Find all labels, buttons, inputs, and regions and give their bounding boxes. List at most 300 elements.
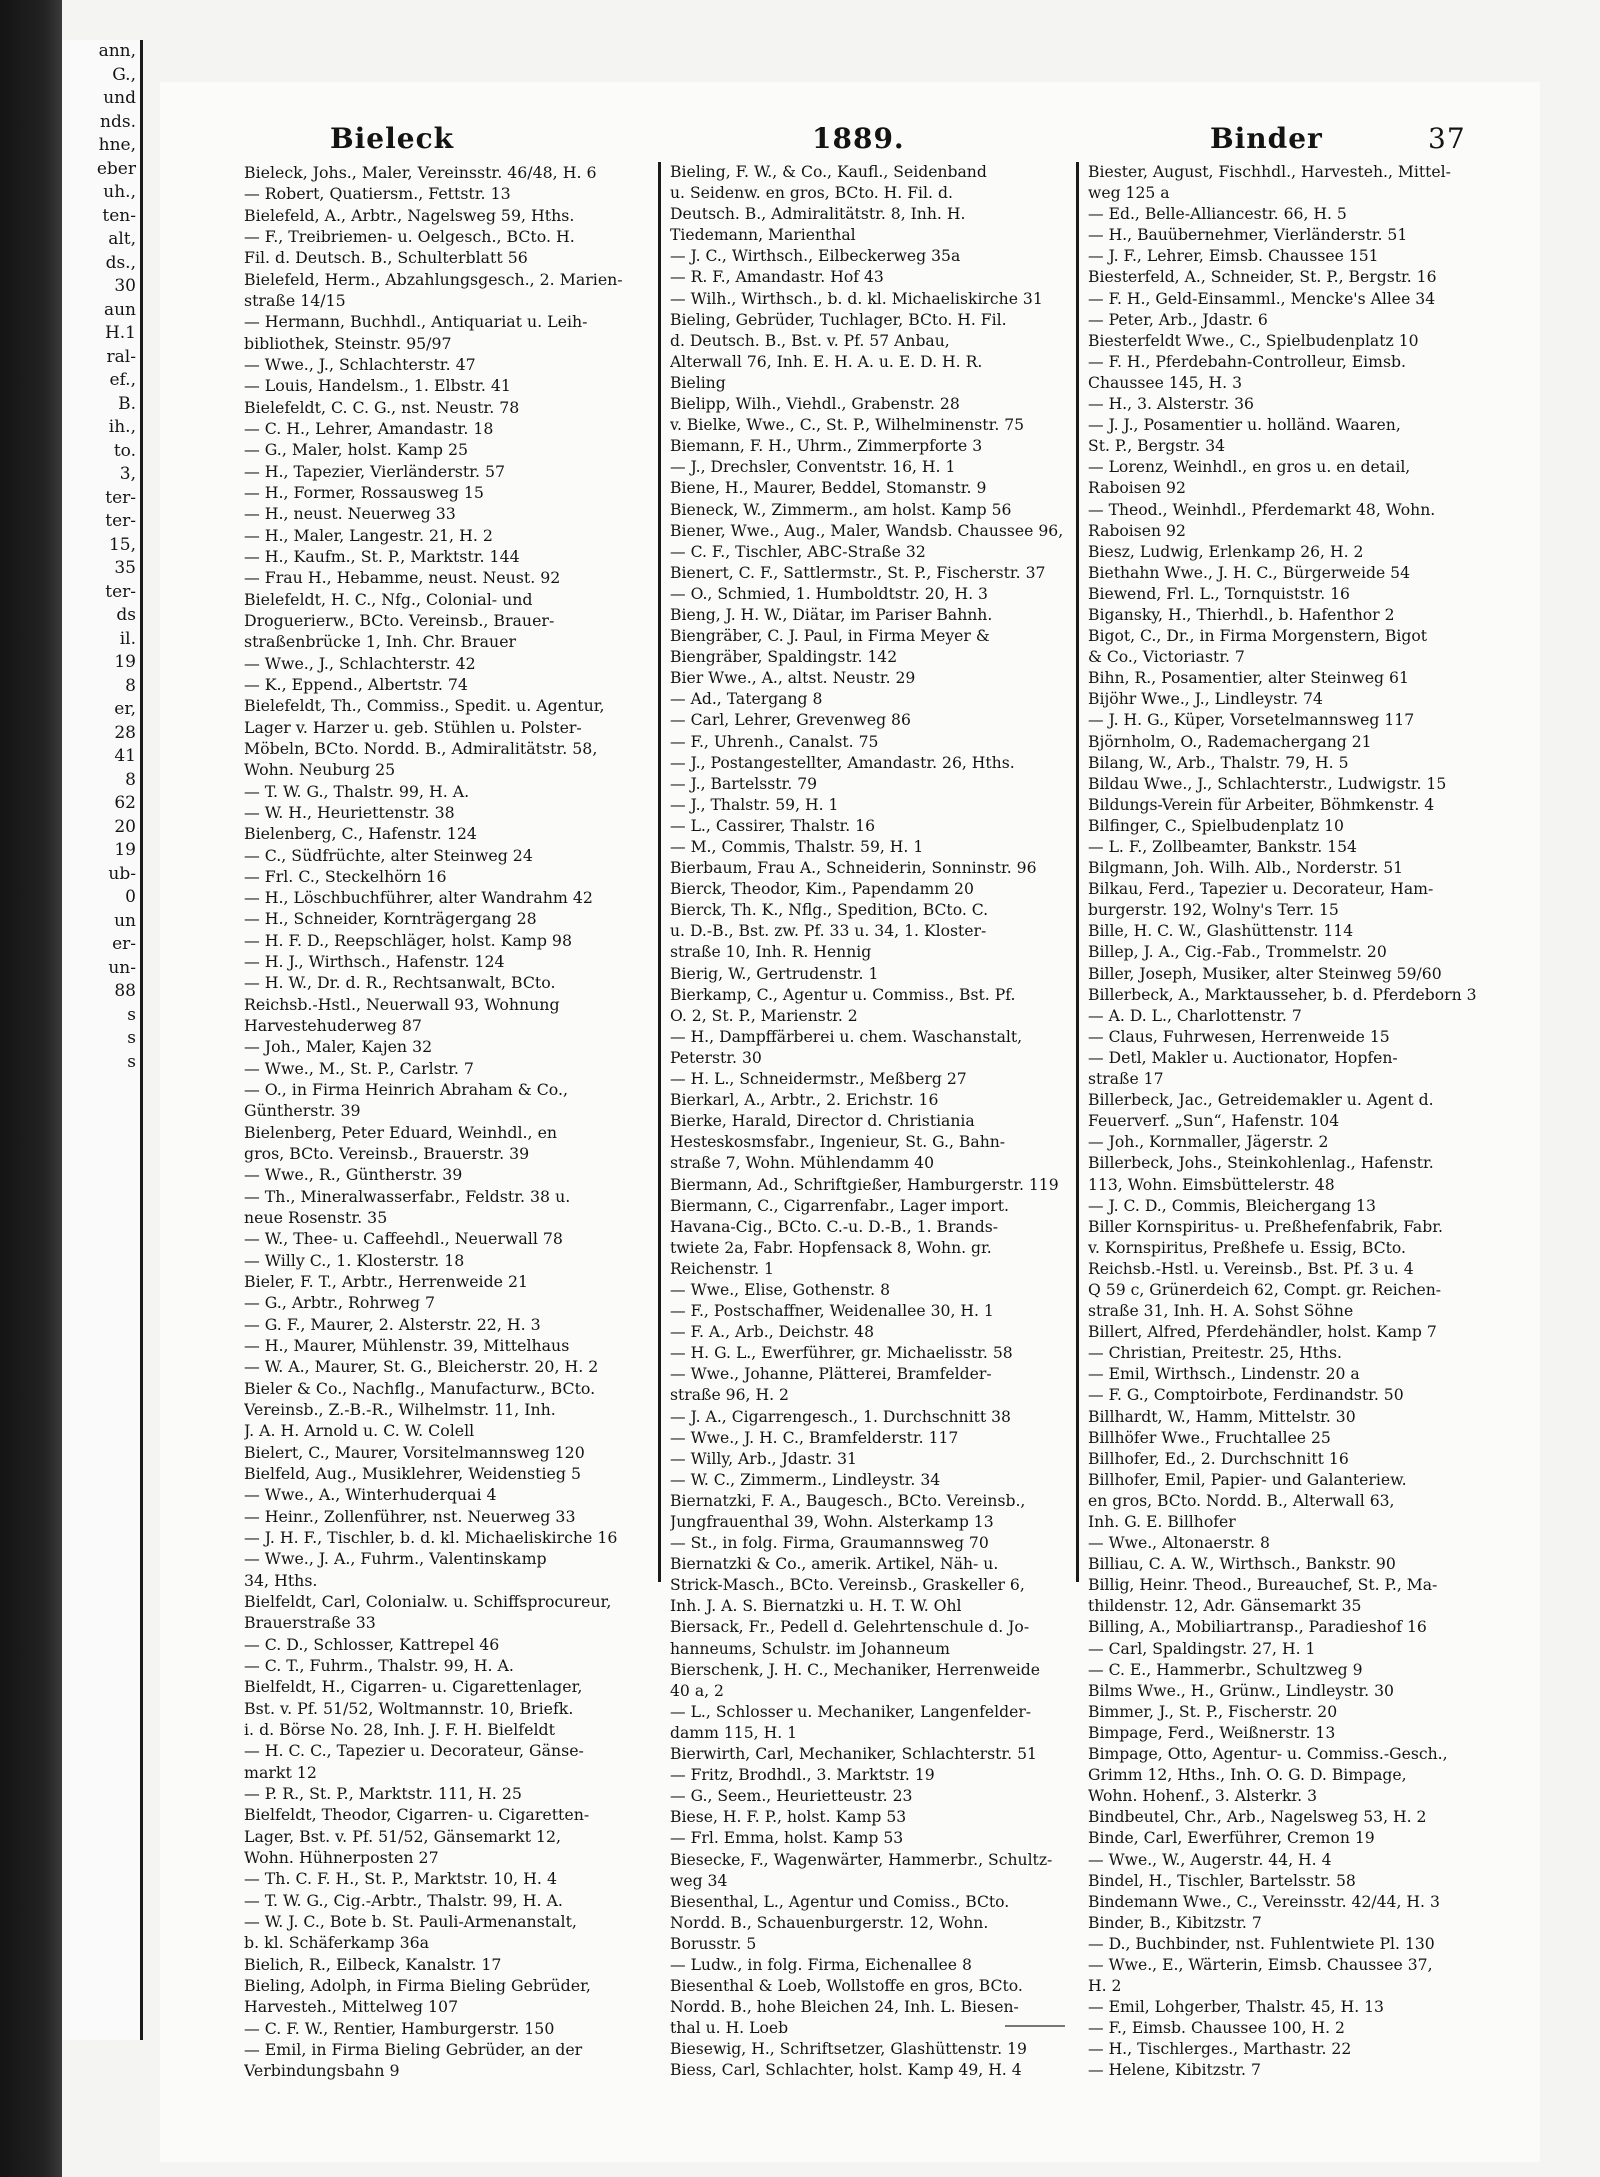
header-left-word: Bieleck xyxy=(330,122,455,155)
directory-entry: Biller, Joseph, Musiker, alter Steinweg 59/60 xyxy=(1088,964,1442,983)
directory-entry: — H., Former, Rossausweg 15 xyxy=(244,482,484,502)
facing-page-fragment-line: 8 xyxy=(125,769,136,790)
directory-entry: Bildungs-Verein für Arbeiter, Böhmkenstr. 4 xyxy=(1088,795,1435,814)
directory-entry: — J., Thalstr. 59, H. 1 xyxy=(670,795,839,814)
facing-page-fragment-line: uh., xyxy=(103,182,136,202)
directory-entry: Bielefeldt, H. C., Nfg., Colonial- und xyxy=(244,589,533,609)
directory-entry: Deutsch. B., Admiralitätstr. 8, Inh. H. xyxy=(670,205,966,224)
directory-entry: Bieling xyxy=(670,373,726,392)
directory-entry: — J. A., Cigarrengesch., 1. Durchschnitt 38 xyxy=(670,1407,1011,1426)
directory-entry: u. D.-B., Bst. zw. Pf. 33 u. 34, 1. Kloster- xyxy=(670,922,987,941)
directory-entry: weg 34 xyxy=(670,1871,728,1890)
directory-entry: — W. H., Heuriettenstr. 38 xyxy=(244,802,455,822)
facing-page-fragment-line: er, xyxy=(114,699,136,719)
directory-entry: — H. C. C., Tapezier u. Decorateur, Gänse- xyxy=(244,1741,584,1761)
facing-page-fragment-line: 19 xyxy=(114,840,136,860)
directory-entry: — J. F., Lehrer, Eimsb. Chaussee 151 xyxy=(1088,247,1379,266)
directory-entry: Biester, August, Fischhdl., Harvesteh., Mittel- xyxy=(1088,163,1451,181)
directory-entry: — Emil, Lohgerber, Thalstr. 45, H. 13 xyxy=(1088,1998,1384,2017)
directory-entry: Wohn. Hühnerposten 27 xyxy=(244,1847,439,1867)
directory-entry: straße 10, Inh. R. Hennig xyxy=(670,943,872,962)
directory-entry: — H. G. L., Ewerführer, gr. Michaelisstr. 58 xyxy=(670,1344,1013,1363)
directory-entry: Havana-Cig., BCto. C.-u. D.-B., 1. Brands- xyxy=(670,1217,999,1236)
directory-entry: Bier Wwe., A., altst. Neustr. 29 xyxy=(670,669,916,688)
directory-entry: — C. T., Fuhrm., Thalstr. 99, H. A. xyxy=(244,1655,514,1675)
directory-entry: i. d. Börse No. 28, Inh. J. F. H. Bielfeldt xyxy=(244,1719,555,1739)
directory-entry: — G. F., Maurer, 2. Alsterstr. 22, H. 3 xyxy=(244,1314,541,1334)
directory-entry: Bindbeutel, Chr., Arb., Nagelsweg 53, H. 2 xyxy=(1088,1808,1427,1827)
directory-entry: — D., Buchbinder, nst. Fuhlentwiete Pl. 130 xyxy=(1088,1934,1435,1953)
directory-entry: — Wwe., M., St. P., Carlstr. 7 xyxy=(244,1058,474,1078)
directory-entry: — C. H., Lehrer, Amandastr. 18 xyxy=(244,418,494,438)
directory-entry: Inh. J. A. S. Biernatzki u. H. T. W. Ohl xyxy=(670,1597,962,1616)
directory-entry: Bielipp, Wilh., Viehdl., Grabenstr. 28 xyxy=(670,395,960,414)
directory-entry: — Wwe., E., Wärterin, Eimsb. Chaussee 37, xyxy=(1088,1955,1433,1974)
facing-page-fragment-line: 30 xyxy=(114,276,136,296)
directory-entry: straße 96, H. 2 xyxy=(670,1386,789,1405)
header-year: 1889. xyxy=(812,122,905,155)
facing-page-fragment-line: nds. xyxy=(100,111,136,132)
directory-entry: — F., Treibriemen- u. Oelgesch., BCto. H. xyxy=(244,226,575,246)
directory-entry: Biengräber, C. J. Paul, in Firma Meyer & xyxy=(670,627,990,646)
directory-entry: — Wwe., Johanne, Plätterei, Bramfelder- xyxy=(670,1365,992,1384)
directory-entry: Biller Kornspiritus- u. Preßhefenfabrik, Fabr. xyxy=(1088,1217,1443,1236)
directory-entry: — H., Maurer, Mühlenstr. 39, Mittelhaus xyxy=(244,1336,570,1356)
book-binding xyxy=(0,0,62,2177)
directory-entry: 113, Wohn. Eimsbüttelerstr. 48 xyxy=(1088,1175,1335,1194)
directory-entry: Bielefeld, A., Arbtr., Nagelsweg 59, Hths. xyxy=(244,205,575,225)
directory-entry: Alterwall 76, Inh. E. H. A. u. E. D. H. R. xyxy=(670,352,983,371)
directory-entry: — F. H., Pferdebahn-Controlleur, Eimsb. xyxy=(1088,352,1406,371)
facing-page-fragment-line: ral- xyxy=(106,346,136,367)
directory-entry: — C. E., Hammerbr., Schultzweg 9 xyxy=(1088,1660,1363,1679)
directory-entry: — Hermann, Buchhdl., Antiquariat u. Leih- xyxy=(244,312,588,332)
facing-page-fragment-line: 35 xyxy=(114,558,136,578)
facing-page-fragment-line: er- xyxy=(112,934,136,954)
directory-entry: Billhardt, W., Hamm, Mittelstr. 30 xyxy=(1088,1407,1356,1426)
directory-entry: straße 31, Inh. H. A. Sohst Söhne xyxy=(1088,1302,1354,1321)
directory-entry: — C. D., Schlosser, Kattrepel 46 xyxy=(244,1634,500,1654)
directory-entry: Billert, Alfred, Pferdehändler, holst. Kamp 7 xyxy=(1088,1323,1437,1342)
directory-entry: Bielfeld, Aug., Musiklehrer, Weidenstieg 5 xyxy=(244,1464,581,1484)
directory-entry: — Claus, Fuhrwesen, Herrenweide 15 xyxy=(1088,1027,1390,1046)
directory-entry: Fil. d. Deutsch. B., Schulterblatt 56 xyxy=(244,248,528,268)
directory-entry: — W., Thee- u. Caffeehdl., Neuerwall 78 xyxy=(244,1229,563,1249)
header-right-word: Binder xyxy=(1210,122,1323,155)
facing-page-fragment-line: 62 xyxy=(114,793,136,813)
directory-entry: — H. F. D., Reepschläger, holst. Kamp 98 xyxy=(244,930,572,950)
directory-entry: Bierkarl, A., Arbtr., 2. Erichstr. 16 xyxy=(670,1091,939,1110)
directory-entry: — F., Postschaffner, Weidenallee 30, H. 1 xyxy=(670,1302,994,1321)
directory-entry: Bimmer, J., St. P., Fischerstr. 20 xyxy=(1088,1702,1338,1721)
directory-entry: Biernatzki, F. A., Baugesch., BCto. Vereinsb., xyxy=(670,1491,1026,1510)
directory-entry: Biermann, C., Cigarrenfabr., Lager import. xyxy=(670,1196,1009,1215)
directory-entry: straße 17 xyxy=(1088,1070,1164,1089)
directory-entry: hanneums, Schulstr. im Johanneum xyxy=(670,1639,950,1658)
directory-entry: — H., Tischlerges., Marthastr. 22 xyxy=(1088,2040,1352,2059)
directory-entry: Bienert, C. F., Sattlermstr., St. P., Fischerstr. 37 xyxy=(670,563,1046,582)
directory-entry: — P. R., St. P., Marktstr. 111, H. 25 xyxy=(244,1783,522,1803)
directory-entry: — Joh., Maler, Kajen 32 xyxy=(244,1037,433,1057)
directory-entry: — St., in folg. Firma, Graumannsweg 70 xyxy=(670,1534,989,1553)
directory-entry: Brauerstraße 33 xyxy=(244,1613,376,1633)
directory-entry: H. 2 xyxy=(1088,1977,1122,1996)
directory-entry: Jungfrauenthal 39, Wohn. Alsterkamp 13 xyxy=(670,1513,994,1531)
directory-entry: Billhofer, Emil, Papier- und Galanteriew. xyxy=(1088,1470,1407,1489)
facing-page-fragment-line: to. xyxy=(113,440,136,461)
directory-entry: Bildau Wwe., J., Schlachterstr., Ludwigstr. 15 xyxy=(1088,774,1447,793)
directory-entry: — K., Eppend., Albertstr. 74 xyxy=(244,674,468,694)
directory-entry: Biesterfeldt Wwe., C., Spielbudenplatz 10 xyxy=(1088,331,1419,350)
directory-entry: J. A. H. Arnold u. C. W. Colell xyxy=(244,1421,475,1441)
directory-entry: — Wwe., Elise, Gothenstr. 8 xyxy=(670,1280,891,1299)
directory-entry: — W. C., Zimmerm., Lindleystr. 34 xyxy=(670,1470,941,1489)
directory-entry: — Wwe., A., Winterhuderquai 4 xyxy=(244,1485,497,1505)
directory-entry: — H. J., Wirthsch., Hafenstr. 124 xyxy=(244,952,505,972)
directory-entry: Bierck, Th. K., Nflg., Spedition, BCto. C. xyxy=(670,901,989,920)
directory-entry: gros, BCto. Vereinsb., Brauerstr. 39 xyxy=(244,1144,530,1164)
directory-entry: straßenbrücke 1, Inh. Chr. Brauer xyxy=(244,632,517,652)
facing-page-fragment-line: 41 xyxy=(114,746,136,766)
directory-entry: — G., Maler, holst. Kamp 25 xyxy=(244,440,469,460)
directory-entry: Bilkau, Ferd., Tapezier u. Decorateur, Ham- xyxy=(1088,880,1434,899)
directory-entry: — Carl, Spaldingstr. 27, H. 1 xyxy=(1088,1639,1316,1658)
directory-entry: Biethahn Wwe., J. H. C., Bürgerweide 54 xyxy=(1088,563,1411,582)
directory-entry: — Carl, Lehrer, Grevenweg 86 xyxy=(670,711,911,730)
directory-entry: — Christian, Preitestr. 25, Hths. xyxy=(1088,1344,1342,1363)
directory-entry: en gros, BCto. Nordd. B., Alterwall 63, xyxy=(1088,1491,1395,1510)
directory-entry: — Ed., Belle-Alliancestr. 66, H. 5 xyxy=(1088,205,1347,224)
directory-entry: Billhofer, Ed., 2. Durchschnitt 16 xyxy=(1088,1449,1349,1468)
directory-entry: — L. F., Zollbeamter, Bankstr. 154 xyxy=(1088,838,1357,856)
directory-entry: — F. A., Arb., Deichstr. 48 xyxy=(670,1323,875,1342)
directory-entry: Bieling, Gebrüder, Tuchlager, BCto. H. Fil. xyxy=(670,310,1007,329)
directory-entry: Bimpage, Ferd., Weißnerstr. 13 xyxy=(1088,1723,1336,1742)
directory-entry: Billerbeck, Jac., Getreidemakler u. Agent d. xyxy=(1088,1091,1434,1110)
directory-entry: — H., Bauübernehmer, Vierländerstr. 51 xyxy=(1088,226,1408,245)
directory-entry: Tiedemann, Marienthal xyxy=(670,226,856,245)
directory-entry: — F., Eimsb. Chaussee 100, H. 2 xyxy=(1088,2019,1345,2038)
directory-entry: — J., Postangestellter, Amandastr. 26, Hths. xyxy=(670,753,1015,772)
directory-entry: Bierig, W., Gertrudenstr. 1 xyxy=(670,964,879,983)
directory-entry: Bieng, J. H. W., Diätar, im Pariser Bahnh. xyxy=(670,605,993,624)
directory-entry: — T. W. G., Cig.-Arbtr., Thalstr. 99, H. A. xyxy=(244,1890,563,1910)
facing-page-fragment-line: 3, xyxy=(119,464,136,484)
directory-entry: Bieler & Co., Nachflg., Manufacturw., BCto. xyxy=(244,1378,596,1398)
directory-entry: Wohn. Neuburg 25 xyxy=(244,760,396,780)
facing-page-fragment-line: 28 xyxy=(114,722,136,743)
directory-entry: Biermann, Ad., Schriftgießer, Hamburgerstr. 119 xyxy=(670,1175,1059,1194)
directory-entry: Bierbaum, Frau A., Schneiderin, Sonninstr. 96 xyxy=(670,859,1037,878)
directory-entry: Bihn, R., Posamentier, alter Steinweg 61 xyxy=(1088,669,1409,688)
directory-entry: Feuerverf. „Sun“, Hafenstr. 104 xyxy=(1088,1112,1340,1131)
directory-entry: burgerstr. 192, Wolny's Terr. 15 xyxy=(1088,901,1339,920)
directory-entry: — J. H. G., Küper, Vorsetelmannsweg 117 xyxy=(1088,711,1415,730)
facing-page-fragment-line: 0 xyxy=(125,887,136,907)
directory-entry: — L., Cassirer, Thalstr. 16 xyxy=(670,816,876,835)
directory-entry: — G., Arbtr., Rohrweg 7 xyxy=(244,1293,436,1313)
directory-entry: Biesterfeld, A., Schneider, St. P., Bergstr. 16 xyxy=(1088,268,1437,287)
directory-entry: — J. C. D., Commis, Bleichergang 13 xyxy=(1088,1196,1376,1215)
directory-entry: St. P., Bergstr. 34 xyxy=(1088,437,1226,456)
directory-entry: Biesz, Ludwig, Erlenkamp 26, H. 2 xyxy=(1088,542,1364,561)
facing-page-fragment-line: ann, xyxy=(98,41,136,61)
directory-entry: Binde, Carl, Ewerführer, Cremon 19 xyxy=(1088,1829,1375,1848)
directory-entry: — Frl. C., Steckelhörn 16 xyxy=(244,866,447,886)
facing-page-fragment-line: und xyxy=(103,88,136,108)
directory-entry: — Lorenz, Weinhdl., en gros u. en detail, xyxy=(1088,458,1411,477)
directory-entry: — H. L., Schneidermstr., Meßberg 27 xyxy=(670,1070,967,1089)
directory-entry: Bieleck, Johs., Maler, Vereinsstr. 46/48, H. 6 xyxy=(244,163,597,182)
page-header xyxy=(160,122,1540,162)
directory-entry: Bieling, Adolph, in Firma Bieling Gebrüder, xyxy=(244,1975,591,1995)
facing-page-fragment-line: B. xyxy=(118,393,136,414)
directory-entry: Biene, H., Maurer, Beddel, Stomanstr. 9 xyxy=(670,479,987,498)
directory-entry: — W. A., Maurer, St. G., Bleicherstr. 20, H. 2 xyxy=(244,1357,599,1377)
directory-entry: — Robert, Quatiersm., Fettstr. 13 xyxy=(244,184,511,204)
directory-entry: — H., Löschbuchführer, alter Wandrahm 42 xyxy=(244,888,593,908)
directory-entry: Bindel, H., Tischler, Bartelsstr. 58 xyxy=(1088,1871,1356,1890)
directory-entry: — Emil, Wirthsch., Lindenstr. 20 a xyxy=(1088,1365,1360,1384)
directory-entry: Bielefeld, Herm., Abzahlungsgesch., 2. Marien- xyxy=(244,269,623,289)
directory-entry: Bst. v. Pf. 51/52, Woltmannstr. 10, Briefk. xyxy=(244,1698,574,1718)
directory-entry: O. 2, St. P., Marienstr. 2 xyxy=(670,1006,858,1025)
directory-entry: — Wwe., J. H. C., Bramfelderstr. 117 xyxy=(670,1428,959,1447)
directory-entry: Biewend, Frl. L., Tornquiststr. 16 xyxy=(1088,584,1350,603)
facing-page-fragment-line: hne, xyxy=(98,135,136,155)
directory-entry: Bielfeldt, Theodor, Cigarren- u. Cigaretten- xyxy=(244,1805,590,1825)
directory-entry: — Wwe., R., Güntherstr. 39 xyxy=(244,1165,463,1185)
directory-entry: weg 125 a xyxy=(1088,184,1170,203)
directory-entry: — Willy C., 1. Klosterstr. 18 xyxy=(244,1250,465,1270)
directory-entry: — Ludw., in folg. Firma, Eichenallee 8 xyxy=(670,1955,972,1974)
directory-entry: Bierke, Harald, Director d. Christiania xyxy=(670,1112,975,1131)
directory-entry: damm 115, H. 1 xyxy=(670,1723,798,1742)
directory-entry: Harvesteh., Mittelweg 107 xyxy=(244,1997,459,2017)
facing-page-fragment-line: aun xyxy=(103,299,136,320)
column-middle xyxy=(670,162,1064,2082)
directory-entry: Biesewig, H., Schriftsetzer, Glashüttenstr. 19 xyxy=(670,2040,1027,2059)
directory-entry: Borusstr. 5 xyxy=(670,1934,757,1953)
directory-entry: u. Seidenw. en gros, BCto. H. Fil. d. xyxy=(670,184,953,203)
directory-entry: — A. D. L., Charlottenstr. 7 xyxy=(1088,1006,1302,1025)
directory-entry: b. kl. Schäferkamp 36a xyxy=(244,1933,430,1953)
directory-entry: Nordd. B., hohe Bleichen 24, Inh. L. Biesen- xyxy=(670,1998,1019,2017)
directory-entry: — Willy, Arb., Jdastr. 31 xyxy=(670,1449,857,1468)
directory-entry: — Frau H., Hebamme, neust. Neust. 92 xyxy=(244,568,561,588)
directory-entry: & Co., Victoriastr. 7 xyxy=(1088,648,1245,667)
facing-page-fragment-line: s xyxy=(127,1028,136,1048)
directory-entry: — Wwe., J., Schlachterstr. 42 xyxy=(244,653,476,673)
directory-entry: markt 12 xyxy=(244,1762,317,1782)
directory-entry: — C. F., Tischler, ABC-Straße 32 xyxy=(670,542,926,561)
directory-entry: Harvestehuderweg 87 xyxy=(244,1016,422,1036)
directory-entry: — H. W., Dr. d. R., Rechtsanwalt, BCto. xyxy=(244,973,556,993)
facing-page-fragment-line: 19 xyxy=(114,652,136,672)
directory-entry: Billiau, C. A. W., Wirthsch., Bankstr. 90 xyxy=(1088,1555,1396,1574)
directory-entry: thildenstr. 12, Adr. Gänsemarkt 35 xyxy=(1088,1597,1362,1616)
directory-entry: Strick-Masch., BCto. Vereinsb., Graskeller 6, xyxy=(670,1576,1025,1595)
facing-page-fragment-line: il. xyxy=(119,628,136,649)
directory-entry: Billing, A., Mobiliartransp., Paradieshof 16 xyxy=(1088,1618,1427,1637)
directory-entry: Bilfinger, C., Spielbudenplatz 10 xyxy=(1088,816,1344,835)
facing-page-fragment-line: un- xyxy=(108,957,136,978)
directory-entry: Bierschenk, J. H. C., Mechaniker, Herrenweide xyxy=(670,1660,1041,1679)
directory-entry: — Wwe., Altonaerstr. 8 xyxy=(1088,1534,1270,1553)
directory-entry: — H., Tapezier, Vierländerstr. 57 xyxy=(244,461,506,481)
directory-entry: Bilgmann, Joh. Wilh. Alb., Norderstr. 51 xyxy=(1088,859,1404,878)
directory-entry: Bielfeldt, H., Cigarren- u. Cigarettenlager, xyxy=(244,1677,583,1697)
directory-entry: Raboisen 92 xyxy=(1088,479,1186,498)
directory-page xyxy=(160,82,1540,2162)
facing-page-fragment-line: alt, xyxy=(108,229,136,249)
directory-entry: — J., Bartelsstr. 79 xyxy=(670,774,818,793)
directory-entry: straße 7, Wohn. Mühlendamm 40 xyxy=(670,1154,935,1173)
directory-entry: — J. J., Posamentier u. holländ. Waaren, xyxy=(1088,416,1401,435)
directory-entry: Q 59 c, Grünerdeich 62, Compt. gr. Reichen- xyxy=(1088,1280,1442,1299)
facing-page-fragment-line: 8 xyxy=(125,675,136,696)
directory-entry: — M., Commis, Thalstr. 59, H. 1 xyxy=(670,838,924,856)
directory-entry: — H., Maler, Langestr. 21, H. 2 xyxy=(244,525,493,545)
facing-page-fragment-line: 20 xyxy=(114,816,136,837)
directory-entry: Bilang, W., Arb., Thalstr. 79, H. 5 xyxy=(1088,753,1349,772)
directory-entry: bibliothek, Steinstr. 95/97 xyxy=(244,333,452,353)
directory-entry: Biernatzki & Co., amerik. Artikel, Näh- u. xyxy=(670,1555,999,1574)
directory-entry: — T. W. G., Thalstr. 99, H. A. xyxy=(244,781,470,801)
directory-entry: — W. J. C., Bote b. St. Pauli-Armenanstalt, xyxy=(244,1911,577,1931)
directory-entry: Biese, H. F. P., holst. Kamp 53 xyxy=(670,1808,907,1827)
directory-entry: — Theod., Weinhdl., Pferdemarkt 48, Wohn. xyxy=(1088,500,1436,519)
column-right xyxy=(1088,162,1496,2082)
facing-page-fragment-line: ter- xyxy=(105,511,136,531)
facing-page-fragment-line: ds., xyxy=(105,252,136,273)
directory-entry: Lager, Bst. v. Pf. 51/52, Gänsemarkt 12, xyxy=(244,1826,561,1846)
column-rule-1 xyxy=(658,162,661,1582)
directory-entry: — Frl. Emma, holst. Kamp 53 xyxy=(670,1829,904,1848)
directory-entry: neue Rosenstr. 35 xyxy=(244,1208,388,1228)
directory-entry: Billerbeck, Johs., Steinkohlenlag., Hafenstr. xyxy=(1088,1154,1434,1173)
directory-entry: — J. H. F., Tischler, b. d. kl. Michaeliskirche 16 xyxy=(244,1528,618,1547)
directory-entry: Billep, J. A., Cig.-Fab., Trommelstr. 20 xyxy=(1088,943,1387,962)
facing-page-fragment-line: ub- xyxy=(108,863,136,884)
directory-entry: Bieler, F. T., Arbtr., Herrenweide 21 xyxy=(244,1272,529,1292)
facing-page-fragment-line: ih., xyxy=(108,417,136,437)
directory-entry: Billhöfer Wwe., Fruchtallee 25 xyxy=(1088,1428,1331,1447)
directory-entry: — L., Schlosser u. Mechaniker, Langenfelder- xyxy=(670,1702,1032,1721)
facing-page-fragment-line: s xyxy=(127,1051,136,1072)
directory-entry: — J. C., Wirthsch., Eilbeckerweg 35a xyxy=(670,247,961,266)
directory-entry: Nordd. B., Schauenburgerstr. 12, Wohn. xyxy=(670,1913,989,1932)
facing-page-fragment-line: 15, xyxy=(108,534,136,555)
directory-entry: Bielfeldt, Carl, Colonialw. u. Schiffsprocureur, xyxy=(244,1591,612,1611)
directory-entry: Biess, Carl, Schlachter, holst. Kamp 49, H. 4 xyxy=(670,2061,1022,2080)
facing-page-fragment-line: s xyxy=(127,1004,136,1025)
directory-entry: — J., Drechsler, Conventstr. 16, H. 1 xyxy=(670,458,956,477)
facing-page-fragment-line: eber xyxy=(96,158,136,179)
directory-entry: Bielefeldt, Th., Commiss., Spedit. u. Agentur, xyxy=(244,696,605,716)
directory-entry: — O., Schmied, 1. Humboldtstr. 20, H. 3 xyxy=(670,584,988,603)
directory-entry: Biesenthal, L., Agentur und Comiss., BCto. xyxy=(670,1892,1010,1911)
facing-page-fragment-line: ter- xyxy=(105,487,136,508)
directory-entry: d. Deutsch. B., Bst. v. Pf. 57 Anbau, xyxy=(670,331,950,350)
directory-entry: Bimpage, Otto, Agentur- u. Commiss.-Gesch., xyxy=(1088,1745,1448,1764)
footer-mark xyxy=(1005,2025,1065,2027)
directory-entry: Bigot, C., Dr., in Firma Morgenstern, Bigot xyxy=(1088,627,1428,646)
facing-page-fragment-line: un xyxy=(114,910,136,931)
directory-entry: Biesecke, F., Wagenwärter, Hammerbr., Schultz- xyxy=(670,1850,1053,1869)
directory-entry: Bielich, R., Eilbeck, Kanalstr. 17 xyxy=(244,1954,502,1974)
directory-entry: Verbindungsbahn 9 xyxy=(244,2061,400,2081)
directory-entry: Björnholm, O., Rademachergang 21 xyxy=(1088,732,1372,751)
directory-entry: Raboisen 92 xyxy=(1088,521,1186,540)
directory-entry: — H., 3. Alsterstr. 36 xyxy=(1088,395,1254,414)
directory-entry: Hesteskosmsfabr., Ingenieur, St. G., Bahn- xyxy=(670,1133,1006,1152)
directory-entry: Biesenthal & Loeb, Wollstoffe en gros, BCto. xyxy=(670,1977,1023,1996)
directory-entry: Binder, B., Kibitzstr. 7 xyxy=(1088,1913,1262,1932)
directory-entry: Bielenberg, C., Hafenstr. 124 xyxy=(244,824,477,844)
directory-entry: — Wilh., Wirthsch., b. d. kl. Michaeliskirche 31 xyxy=(670,289,1043,308)
directory-entry: Bielefeldt, C. C. G., nst. Neustr. 78 xyxy=(244,397,520,417)
directory-entry: — F. H., Geld-Einsamml., Mencke's Allee 34 xyxy=(1088,289,1436,308)
directory-entry: Bille, H. C. W., Glashüttenstr. 114 xyxy=(1088,922,1354,941)
directory-entry: Biersack, Fr., Pedell d. Gelehrtenschule d. Jo- xyxy=(670,1618,1030,1637)
directory-entry: thal u. H. Loeb xyxy=(670,2019,789,2038)
facing-page-fragment-line: 88 xyxy=(114,981,136,1001)
directory-entry: Inh. G. E. Billhofer xyxy=(1088,1513,1236,1531)
directory-entry: 34, Hths. xyxy=(244,1570,318,1590)
directory-entry: Chaussee 145, H. 3 xyxy=(1088,373,1242,392)
directory-entry: — O., in Firma Heinrich Abraham & Co., xyxy=(244,1080,569,1100)
directory-entry: Bindemann Wwe., C., Vereinsstr. 42/44, H. 3 xyxy=(1088,1892,1440,1911)
directory-entry: Reichenstr. 1 xyxy=(670,1259,774,1278)
directory-entry: Billig, Heinr. Theod., Bureauchef, St. P., Ma- xyxy=(1088,1576,1438,1595)
directory-entry: twiete 2a, Fabr. Hopfensack 8, Wohn. gr. xyxy=(670,1238,992,1257)
page-number: 37 xyxy=(1428,122,1466,155)
directory-entry: 40 a, 2 xyxy=(670,1681,724,1700)
facing-page-fragment-line: ter- xyxy=(105,581,136,602)
facing-page-fragment xyxy=(62,40,143,2040)
directory-entry: — Peter, Arb., Jdastr. 6 xyxy=(1088,310,1268,329)
directory-entry: Lager v. Harzer u. geb. Stühlen u. Polster- xyxy=(244,717,582,737)
directory-entry: Bigansky, H., Thierhdl., b. Hafenthor 2 xyxy=(1088,605,1395,624)
directory-entry: Reichsb.-Hstl., Neuerwall 93, Wohnung xyxy=(244,994,560,1014)
directory-entry: Bierck, Theodor, Kim., Papendamm 20 xyxy=(670,880,974,899)
directory-entry: v. Bielke, Wwe., C., St. P., Wilhelminenstr. 75 xyxy=(670,416,1025,435)
directory-entry: — Wwe., J. A., Fuhrm., Valentinskamp xyxy=(244,1549,547,1569)
directory-entry: — H., Dampffärberei u. chem. Waschanstalt, xyxy=(670,1027,1023,1046)
directory-entry: Wohn. Hohenf., 3. Alsterkr. 3 xyxy=(1088,1787,1318,1806)
directory-entry: — Louis, Handelsm., 1. Elbstr. 41 xyxy=(244,376,511,396)
directory-entry: Güntherstr. 39 xyxy=(244,1101,361,1121)
facing-page-fragment-line: ef., xyxy=(109,370,136,390)
directory-entry: — Ad., Tatergang 8 xyxy=(670,690,823,709)
directory-entry: — Joh., Kornmaller, Jägerstr. 2 xyxy=(1088,1133,1329,1152)
directory-entry: — Th. C. F. H., St. P., Marktstr. 10, H. 4 xyxy=(244,1869,557,1889)
directory-entry: — F. G., Comptoirbote, Ferdinandstr. 50 xyxy=(1088,1386,1404,1405)
directory-entry: — F., Uhrenh., Canalst. 75 xyxy=(670,732,879,751)
directory-entry: — Heinr., Zollenführer, nst. Neuerweg 33 xyxy=(244,1506,576,1526)
directory-entry: — Fritz, Brodhdl., 3. Marktstr. 19 xyxy=(670,1766,935,1785)
facing-page-fragment-line: H.1 xyxy=(104,323,136,343)
directory-entry: Vereinsb., Z.-B.-R., Wilhelmstr. 11, Inh. xyxy=(244,1400,556,1420)
directory-entry: Bieling, F. W., & Co., Kaufl., Seidenband xyxy=(670,163,987,181)
facing-page-fragment-line: ten- xyxy=(102,205,136,226)
column-left xyxy=(244,162,646,2082)
directory-entry: — Wwe., J., Schlachterstr. 47 xyxy=(244,354,476,374)
directory-entry: — R. F., Amandastr. Hof 43 xyxy=(670,268,884,287)
directory-entry: — C., Südfrüchte, alter Steinweg 24 xyxy=(244,845,533,865)
facing-page-fragment-line: G., xyxy=(112,64,136,85)
